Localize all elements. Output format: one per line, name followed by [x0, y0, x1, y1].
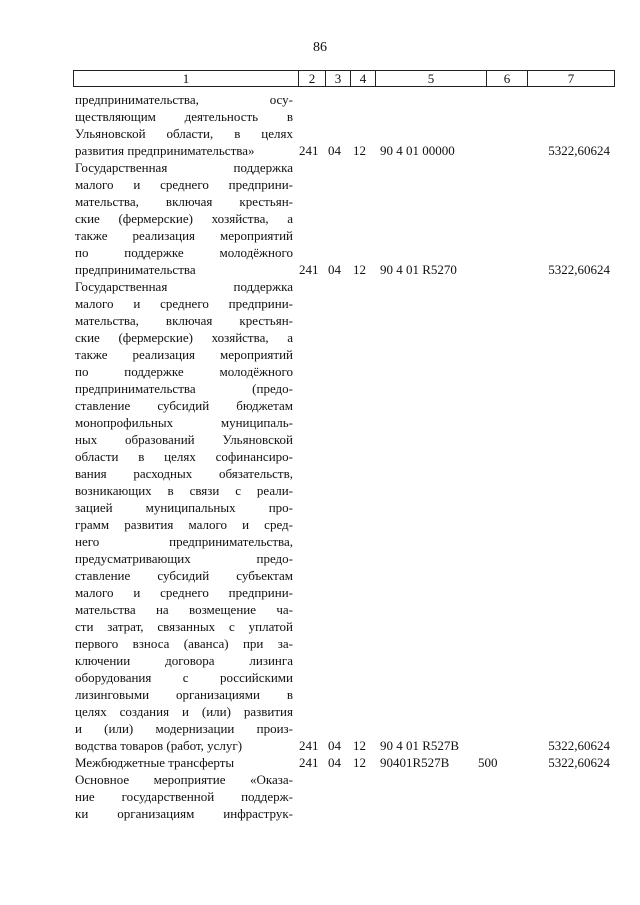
cell-c2: 241: [299, 755, 319, 770]
description-line: малого и среднего предприни-: [75, 296, 293, 311]
description-line: целях создания и (или) развития: [75, 704, 293, 719]
cell-c2: 241: [299, 738, 319, 753]
cell-c7: 5322,60624: [548, 262, 610, 277]
page-number: 86: [313, 40, 327, 55]
description-line: предусматривающих предо-: [75, 551, 293, 566]
header-col-3: 3: [326, 71, 351, 87]
description-line: мательства, включая крестьян-: [75, 313, 293, 328]
description-line: малого и среднего предприни-: [75, 177, 293, 192]
header-col-2: 2: [299, 71, 326, 87]
cell-c2: 241: [299, 143, 319, 158]
cell-c5: 90 4 01 R527B: [380, 738, 460, 753]
header-col-1: 1: [74, 71, 299, 87]
cell-c3: 04: [328, 262, 341, 277]
description-line: предпринимательства, осу-: [75, 92, 293, 107]
description-line: ские (фермерские) хозяйства, а: [75, 330, 293, 345]
cell-c5: 90401R527B: [380, 755, 450, 770]
description-line: ных образований Ульяновской: [75, 432, 293, 447]
description-line: первого взноса (аванса) при за-: [75, 636, 293, 651]
description-line: и (или) модернизации произ-: [75, 721, 293, 736]
description-line: мательства на возмещение ча-: [75, 602, 293, 617]
description-line: Основное мероприятие «Оказа-: [75, 772, 293, 787]
description-line: ние государственной поддерж-: [75, 789, 293, 804]
cell-c4: 12: [353, 755, 366, 770]
description-column: [75, 91, 293, 822]
description-line: по поддержке молодёжного: [75, 245, 293, 260]
description-line: возникающих в связи с реали-: [75, 483, 293, 498]
description-line: грамм развития малого и сред-: [75, 517, 293, 532]
description-line: Ульяновской области, в целях: [75, 126, 293, 141]
description-line: малого и среднего предприни-: [75, 585, 293, 600]
header-col-5: 5: [376, 71, 487, 87]
cell-c7: 5322,60624: [548, 755, 610, 770]
cell-c3: 04: [328, 143, 341, 158]
description-line: по поддержке молодёжного: [75, 364, 293, 379]
description-line: предпринимательства: [75, 262, 196, 277]
description-line: ществляющим деятельность в: [75, 109, 293, 124]
description-line: также реализация мероприятий: [75, 347, 293, 362]
description-line: Межбюджетные трансферты: [75, 755, 235, 770]
cell-c4: 12: [353, 143, 366, 158]
cell-c6: 500: [478, 755, 498, 770]
description-line: также реализация мероприятий: [75, 228, 293, 243]
description-line: сти затрат, связанных с уплатой: [75, 619, 293, 634]
description-line: зацией муниципальных про-: [75, 500, 293, 515]
description-line: области в целях софинансиро-: [75, 449, 293, 464]
description-line: лизинговыми организациями в: [75, 687, 293, 702]
cell-c7: 5322,60624: [548, 143, 610, 158]
description-line: ключении договора лизинга: [75, 653, 293, 668]
description-line: вания расходных обязательств,: [75, 466, 293, 481]
cell-c3: 04: [328, 755, 341, 770]
description-line: Государственная поддержка: [75, 160, 293, 175]
description-line: водства товаров (работ, услуг): [75, 738, 243, 753]
description-line: ские (фермерские) хозяйства, а: [75, 211, 293, 226]
cell-c7: 5322,60624: [548, 738, 610, 753]
description-line: монопрофильных муниципаль-: [75, 415, 293, 430]
description-line: мательства, включая крестьян-: [75, 194, 293, 209]
description-line: него предпринимательства,: [75, 534, 293, 549]
description-line: Государственная поддержка: [75, 279, 293, 294]
description-line: ставление субсидий субъектам: [75, 568, 293, 583]
cell-c4: 12: [353, 262, 366, 277]
description-line: оборудования с российскими: [75, 670, 293, 685]
cell-c2: 241: [299, 262, 319, 277]
description-line: развития предпринимательства»: [75, 143, 255, 158]
header-col-6: 6: [487, 71, 528, 87]
description-line: ставление субсидий бюджетам: [75, 398, 293, 413]
header-col-7: 7: [528, 71, 615, 87]
cell-c5: 90 4 01 00000: [380, 143, 455, 158]
cell-c3: 04: [328, 738, 341, 753]
description-line: предпринимательства (предо-: [75, 381, 293, 396]
header-col-4: 4: [351, 71, 376, 87]
description-line: ки организациям инфраструк-: [75, 806, 293, 821]
cell-c5: 90 4 01 R5270: [380, 262, 457, 277]
column-header-table: [73, 70, 615, 87]
cell-c4: 12: [353, 738, 366, 753]
